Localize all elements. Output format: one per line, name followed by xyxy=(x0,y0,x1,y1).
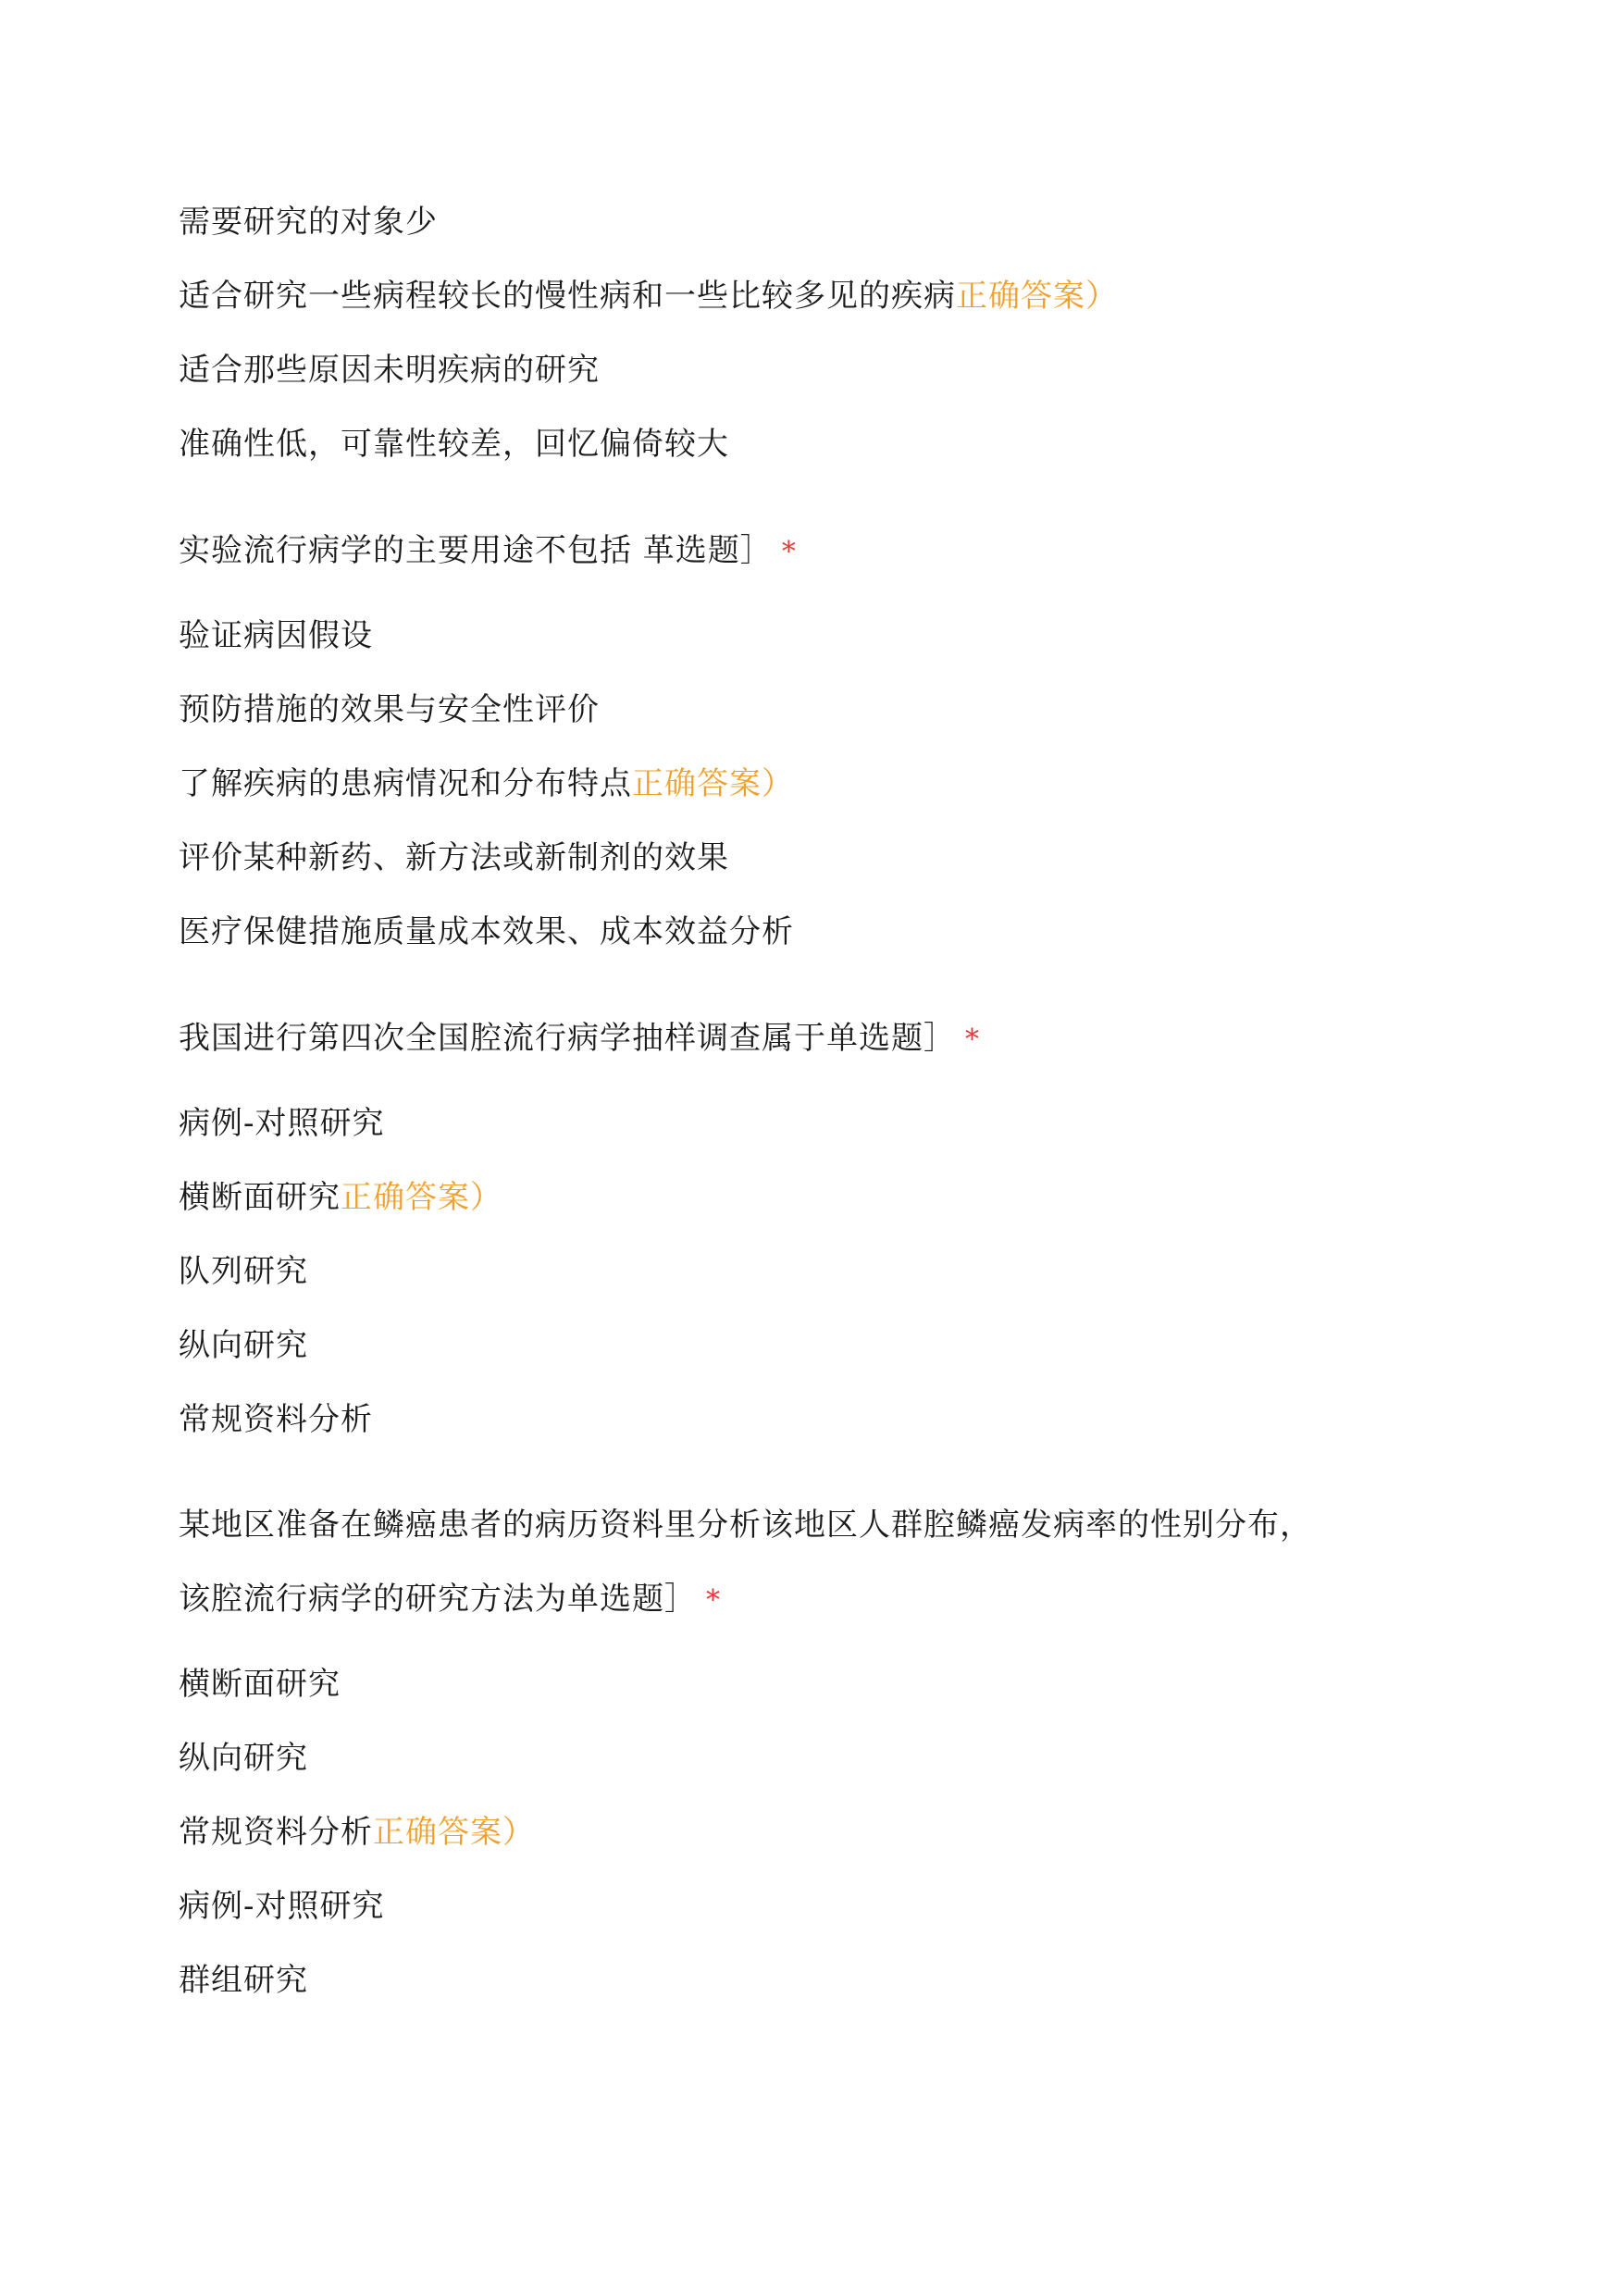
option-item xyxy=(179,1325,308,1366)
option-text: 准确性低，可靠性较差，回忆偏倚较大 xyxy=(179,426,729,463)
question-title-line-2 xyxy=(179,1579,721,1621)
option-item xyxy=(179,350,600,391)
option-item xyxy=(179,1738,308,1779)
option-item xyxy=(179,615,373,656)
option-text: 医疗保健措施质量成本效果、成本效益分析 xyxy=(179,913,794,950)
correct-answer-label: 正确答案） xyxy=(632,765,794,802)
correct-answer-label: 正确答案） xyxy=(956,278,1118,315)
option-item xyxy=(179,763,794,804)
option-text: 常规资料分析 xyxy=(179,1814,373,1851)
required-asterisk: * xyxy=(965,1023,980,1056)
option-text: 病例-对照研究 xyxy=(179,1105,385,1142)
option-text: 需要研究的对象少 xyxy=(179,204,438,241)
option-text: 横断面研究 xyxy=(179,1179,341,1216)
option-text: 纵向研究 xyxy=(179,1740,308,1777)
option-item xyxy=(179,1664,341,1705)
option-item xyxy=(179,1960,308,2001)
option-text: 评价某种新药、新方法或新制剂的效果 xyxy=(179,839,729,876)
option-text: 纵向研究 xyxy=(179,1327,308,1364)
question-title xyxy=(179,530,797,573)
option-item xyxy=(179,424,729,465)
question-title-line-1 xyxy=(179,1505,1312,1545)
option-item xyxy=(179,1399,373,1440)
option-item xyxy=(179,1812,535,1853)
option-text: 队列研究 xyxy=(179,1253,308,1290)
option-text: 病例-对照研究 xyxy=(179,1888,385,1925)
option-item xyxy=(179,276,1118,316)
option-text: 适合那些原因未明疾病的研究 xyxy=(179,352,600,389)
option-item xyxy=(179,1177,502,1218)
option-text: 常规资料分析 xyxy=(179,1401,373,1438)
correct-answer-label: 正确答案） xyxy=(373,1814,535,1851)
option-text: 适合研究一些病程较长的慢性病和一些比较多见的疾病 xyxy=(179,278,956,315)
option-item xyxy=(179,1103,385,1144)
option-text: 预防措施的效果与安全性评价 xyxy=(179,691,600,728)
option-item xyxy=(179,1251,308,1292)
option-text: 横断面研究 xyxy=(179,1666,341,1703)
option-text: 验证病因假设 xyxy=(179,617,373,654)
required-asterisk: * xyxy=(706,1584,721,1617)
required-asterisk: * xyxy=(781,536,797,568)
question-title xyxy=(179,1018,980,1061)
option-text: 群组研究 xyxy=(179,1962,308,1999)
option-item xyxy=(179,202,438,242)
question-text: 实验流行病学的主要用途不包括 革选题］ xyxy=(179,532,773,569)
question-text: 该腔流行病学的研究方法为单选题］ xyxy=(179,1581,697,1618)
option-item xyxy=(179,837,729,878)
option-text: 了解疾病的患病情况和分布特点 xyxy=(179,765,632,802)
option-item xyxy=(179,1886,385,1927)
question-text: 我国进行第四次全国腔流行病学抽样调查属于单选题］ xyxy=(179,1020,956,1057)
correct-answer-label: 正确答案） xyxy=(341,1179,502,1216)
option-item xyxy=(179,912,794,952)
option-item xyxy=(179,689,600,730)
question-text: 某地区准备在鳞癌患者的病历资料里分析该地区人群腔鳞癌发病率的性别分布， xyxy=(179,1507,1312,1544)
